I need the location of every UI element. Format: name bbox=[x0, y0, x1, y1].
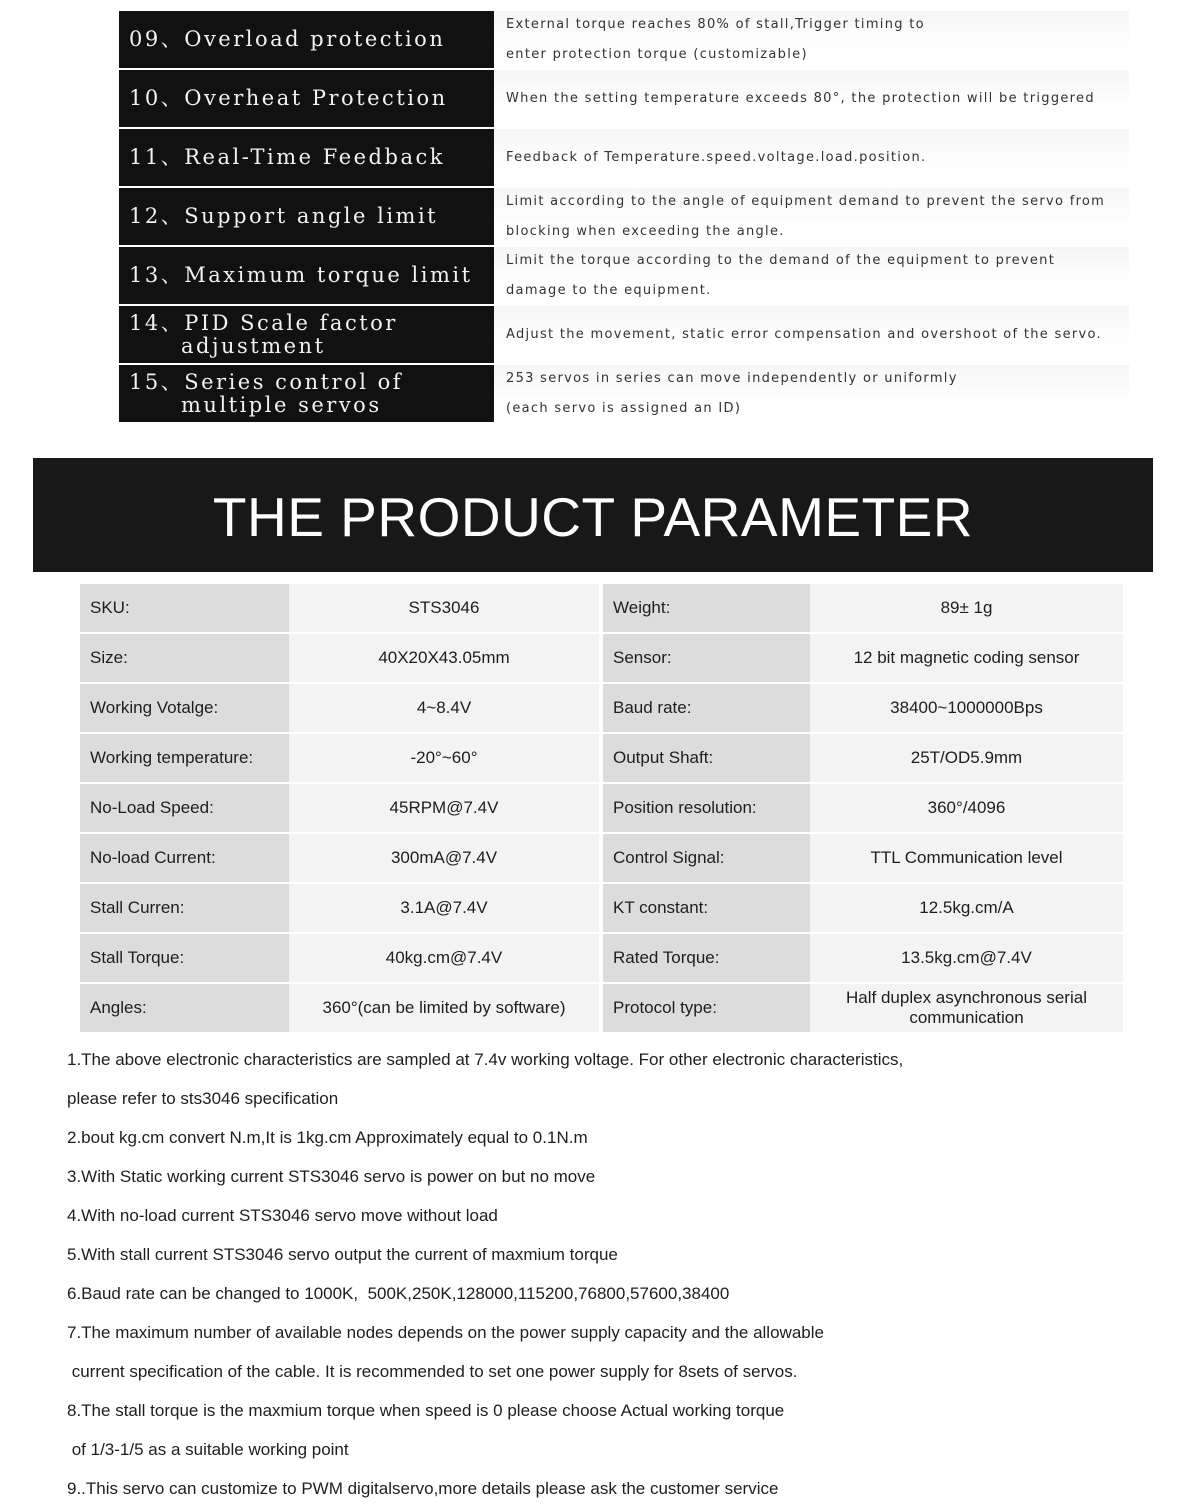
note-line: 9..This servo can customize to PWM digitalservo,more details please ask the customer service bbox=[67, 1479, 779, 1498]
feature-description bbox=[494, 11, 1129, 68]
param-label: Sensor: bbox=[603, 633, 810, 683]
table-row bbox=[80, 783, 1123, 833]
feature-row bbox=[119, 365, 1129, 422]
param-label: Control Signal: bbox=[603, 833, 810, 883]
param-value: 40kg.cm@7.4V bbox=[289, 933, 599, 983]
table-row bbox=[80, 733, 1123, 783]
param-value: 4~8.4V bbox=[289, 683, 599, 733]
feature-title-text: 09、Overload protection bbox=[129, 27, 446, 51]
feature-title-text: 14、PID Scale factor bbox=[129, 310, 398, 335]
feature-desc-line: Limit according to the angle of equipment demand to prevent the servo from bbox=[506, 193, 1106, 209]
feature-row bbox=[119, 188, 1129, 245]
feature-row bbox=[119, 306, 1129, 363]
feature-desc-line: (each servo is assigned an ID) bbox=[506, 400, 742, 416]
note-line: 4.With no-load current STS3046 servo move without load bbox=[67, 1206, 498, 1225]
param-value: 38400~1000000Bps bbox=[810, 683, 1123, 733]
feature-title bbox=[119, 188, 494, 245]
param-label: Output Shaft: bbox=[603, 733, 810, 783]
param-label: Stall Torque: bbox=[80, 933, 289, 983]
param-value: 25T/OD5.9mm bbox=[810, 733, 1123, 783]
feature-title bbox=[119, 247, 494, 304]
note-line: 6.Baud rate can be changed to 1000K, 500K,250K,128000,115200,76800,57600,38400 bbox=[67, 1284, 730, 1303]
feature-row bbox=[119, 129, 1129, 186]
param-value: 12.5kg.cm/A bbox=[810, 883, 1123, 933]
note-line: 2.bout kg.cm convert N.m,It is 1kg.cm Approximately equal to 0.1N.m bbox=[67, 1128, 588, 1147]
feature-desc-line: enter protection torque (customizable) bbox=[506, 46, 808, 62]
feature-title-text: multiple servos bbox=[181, 392, 382, 417]
param-value bbox=[810, 983, 1123, 1033]
param-label: SKU: bbox=[80, 584, 289, 633]
param-value: 13.5kg.cm@7.4V bbox=[810, 933, 1123, 983]
feature-description bbox=[494, 247, 1129, 304]
param-label: Baud rate: bbox=[603, 683, 810, 733]
note-line: 8.The stall torque is the maxmium torque when speed is 0 please choose Actual working torque bbox=[67, 1401, 785, 1420]
feature-desc-line: Feedback of Temperature.speed.voltage.load.position. bbox=[506, 149, 927, 165]
note-line: 5.With stall current STS3046 servo output the current of maxmium torque bbox=[67, 1245, 618, 1264]
param-value: 360°/4096 bbox=[810, 783, 1123, 833]
feature-title-text: 10、Overheat Protection bbox=[129, 86, 448, 110]
product-parameter-banner bbox=[33, 458, 1153, 572]
banner-title: THE PRODUCT PARAMETER bbox=[212, 486, 974, 548]
table-row bbox=[80, 633, 1123, 683]
param-label: Working Votalge: bbox=[80, 683, 289, 733]
note-line: 3.With Static working current STS3046 servo is power on but no move bbox=[67, 1167, 596, 1186]
param-label: Stall Curren: bbox=[80, 883, 289, 933]
param-label: KT constant: bbox=[603, 883, 810, 933]
feature-desc-line: 253 servos in series can move independently or uniformly bbox=[506, 370, 958, 386]
feature-title bbox=[119, 70, 494, 127]
param-value: 45RPM@7.4V bbox=[289, 783, 599, 833]
table-row bbox=[80, 883, 1123, 933]
table-row bbox=[80, 983, 1123, 1033]
feature-title bbox=[119, 129, 494, 186]
feature-desc-line: External torque reaches 80% of stall,Trigger timing to bbox=[506, 16, 925, 32]
param-value: -20°~60° bbox=[289, 733, 599, 783]
feature-row bbox=[119, 11, 1129, 68]
param-label: Angles: bbox=[80, 983, 289, 1033]
param-value: 360°(can be limited by software) bbox=[289, 983, 599, 1033]
feature-desc-line: blocking when exceeding the angle. bbox=[506, 223, 785, 239]
feature-desc-line: Adjust the movement, static error compensation and overshoot of the servo. bbox=[506, 326, 1102, 342]
feature-title-text: 12、Support angle limit bbox=[129, 204, 439, 228]
param-value: 12 bit magnetic coding sensor bbox=[810, 633, 1123, 683]
parameter-table bbox=[80, 584, 1123, 1034]
param-label: Weight: bbox=[603, 584, 810, 633]
notes-section bbox=[67, 1040, 1167, 1508]
feature-title-text: 13、Maximum torque limit bbox=[129, 263, 473, 287]
note-line: please refer to sts3046 specification bbox=[67, 1089, 339, 1108]
feature-title-text: 15、Series control of bbox=[129, 369, 404, 394]
feature-row bbox=[119, 247, 1129, 304]
feature-description bbox=[494, 188, 1129, 245]
feature-title bbox=[119, 306, 494, 363]
param-label: Rated Torque: bbox=[603, 933, 810, 983]
param-label: Protocol type: bbox=[603, 983, 810, 1033]
feature-desc-line: When the setting temperature exceeds 80°, the protection will be triggered bbox=[506, 90, 1095, 106]
param-label: Position resolution: bbox=[603, 783, 810, 833]
param-value: TTL Communication level bbox=[810, 833, 1123, 883]
param-value-line: communication bbox=[909, 1008, 1024, 1027]
param-value-line: Half duplex asynchronous serial bbox=[846, 988, 1087, 1007]
param-label: No-load Current: bbox=[80, 833, 289, 883]
param-label: No-Load Speed: bbox=[80, 783, 289, 833]
param-value: 3.1A@7.4V bbox=[289, 883, 599, 933]
feature-title bbox=[119, 11, 494, 68]
table-row bbox=[80, 933, 1123, 983]
param-value: STS3046 bbox=[289, 584, 599, 633]
feature-list bbox=[119, 11, 1129, 424]
note-line: 1.The above electronic characteristics are sampled at 7.4v working voltage. For other electronic characteristics, bbox=[67, 1050, 904, 1069]
feature-description bbox=[494, 70, 1129, 127]
feature-description bbox=[494, 306, 1129, 363]
feature-desc-line: damage to the equipment. bbox=[506, 282, 712, 298]
note-line: current specification of the cable. It is recommended to set one power supply for 8sets of servos. bbox=[67, 1362, 798, 1381]
note-line: 7.The maximum number of available nodes depends on the power supply capacity and the allowable bbox=[67, 1323, 824, 1342]
table-row bbox=[80, 683, 1123, 733]
note-line: of 1/3-1/5 as a suitable working point bbox=[67, 1440, 349, 1459]
param-value: 40X20X43.05mm bbox=[289, 633, 599, 683]
param-value: 300mA@7.4V bbox=[289, 833, 599, 883]
feature-desc-line: Limit the torque according to the demand of the equipment to prevent bbox=[506, 252, 1056, 268]
feature-row bbox=[119, 70, 1129, 127]
param-label: Working temperature: bbox=[80, 733, 289, 783]
param-label: Size: bbox=[80, 633, 289, 683]
param-value: 89± 1g bbox=[810, 584, 1123, 633]
feature-title bbox=[119, 365, 494, 422]
feature-description bbox=[494, 129, 1129, 186]
table-row bbox=[80, 833, 1123, 883]
feature-description bbox=[494, 365, 1129, 422]
table-row bbox=[80, 584, 1123, 633]
feature-title-text: 11、Real-Time Feedback bbox=[129, 145, 445, 169]
feature-title-text: adjustment bbox=[181, 333, 326, 358]
